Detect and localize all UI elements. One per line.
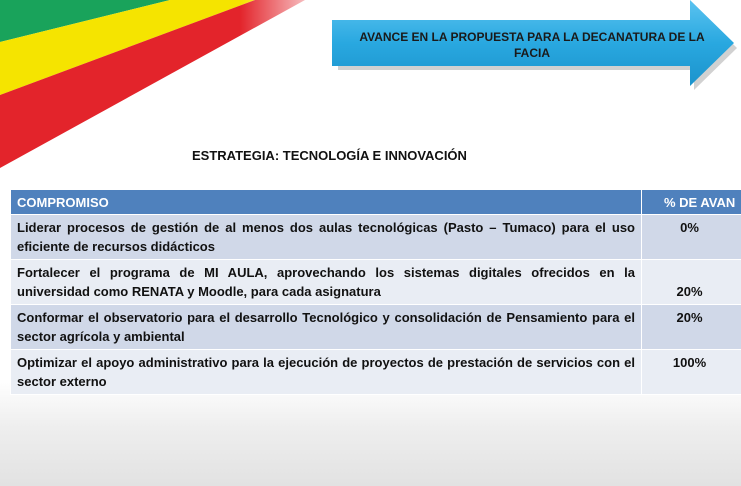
progress-cell: 0%: [642, 215, 741, 260]
commitments-table: [10, 189, 741, 395]
table-header-row: [11, 190, 741, 215]
header-commitment: COMPROMISO: [11, 190, 642, 215]
commitment-cell: Liderar procesos de gestión de al menos dos aulas tecnológicas (Pasto – Tumaco) para el uso eficiente de recursos didácticos: [11, 215, 642, 260]
table-row: [11, 305, 741, 350]
progress-cell: 20%: [642, 305, 741, 350]
section-title: ESTRATEGIA: TECNOLOGÍA E INNOVACIÓN: [192, 148, 467, 163]
progress-cell: 100%: [642, 350, 741, 395]
progress-cell: 20%: [642, 260, 741, 305]
commitment-cell: Conformar el observatorio para el desarrollo Tecnológico y consolidación de Pensamiento para el sector agrícola y ambiental: [11, 305, 642, 350]
table-row: [11, 260, 741, 305]
banner-title: AVANCE EN LA PROPUESTA PARA LA DECANATURA DE LA FACIA: [359, 30, 705, 60]
flag-decoration: [0, 0, 320, 170]
commitment-cell: Fortalecer el programa de MI AULA, aprovechando los sistemas digitales ofrecidos en la universidad como RENATA y Moodle, para cada asignatura: [11, 260, 642, 305]
table-row: [11, 215, 741, 260]
header-progress: % DE AVAN: [642, 190, 741, 215]
commitment-cell: Optimizar el apoyo administrativo para la ejecución de proyectos de prestación de servicios con el sector externo: [11, 350, 642, 395]
table-row: [11, 350, 741, 395]
